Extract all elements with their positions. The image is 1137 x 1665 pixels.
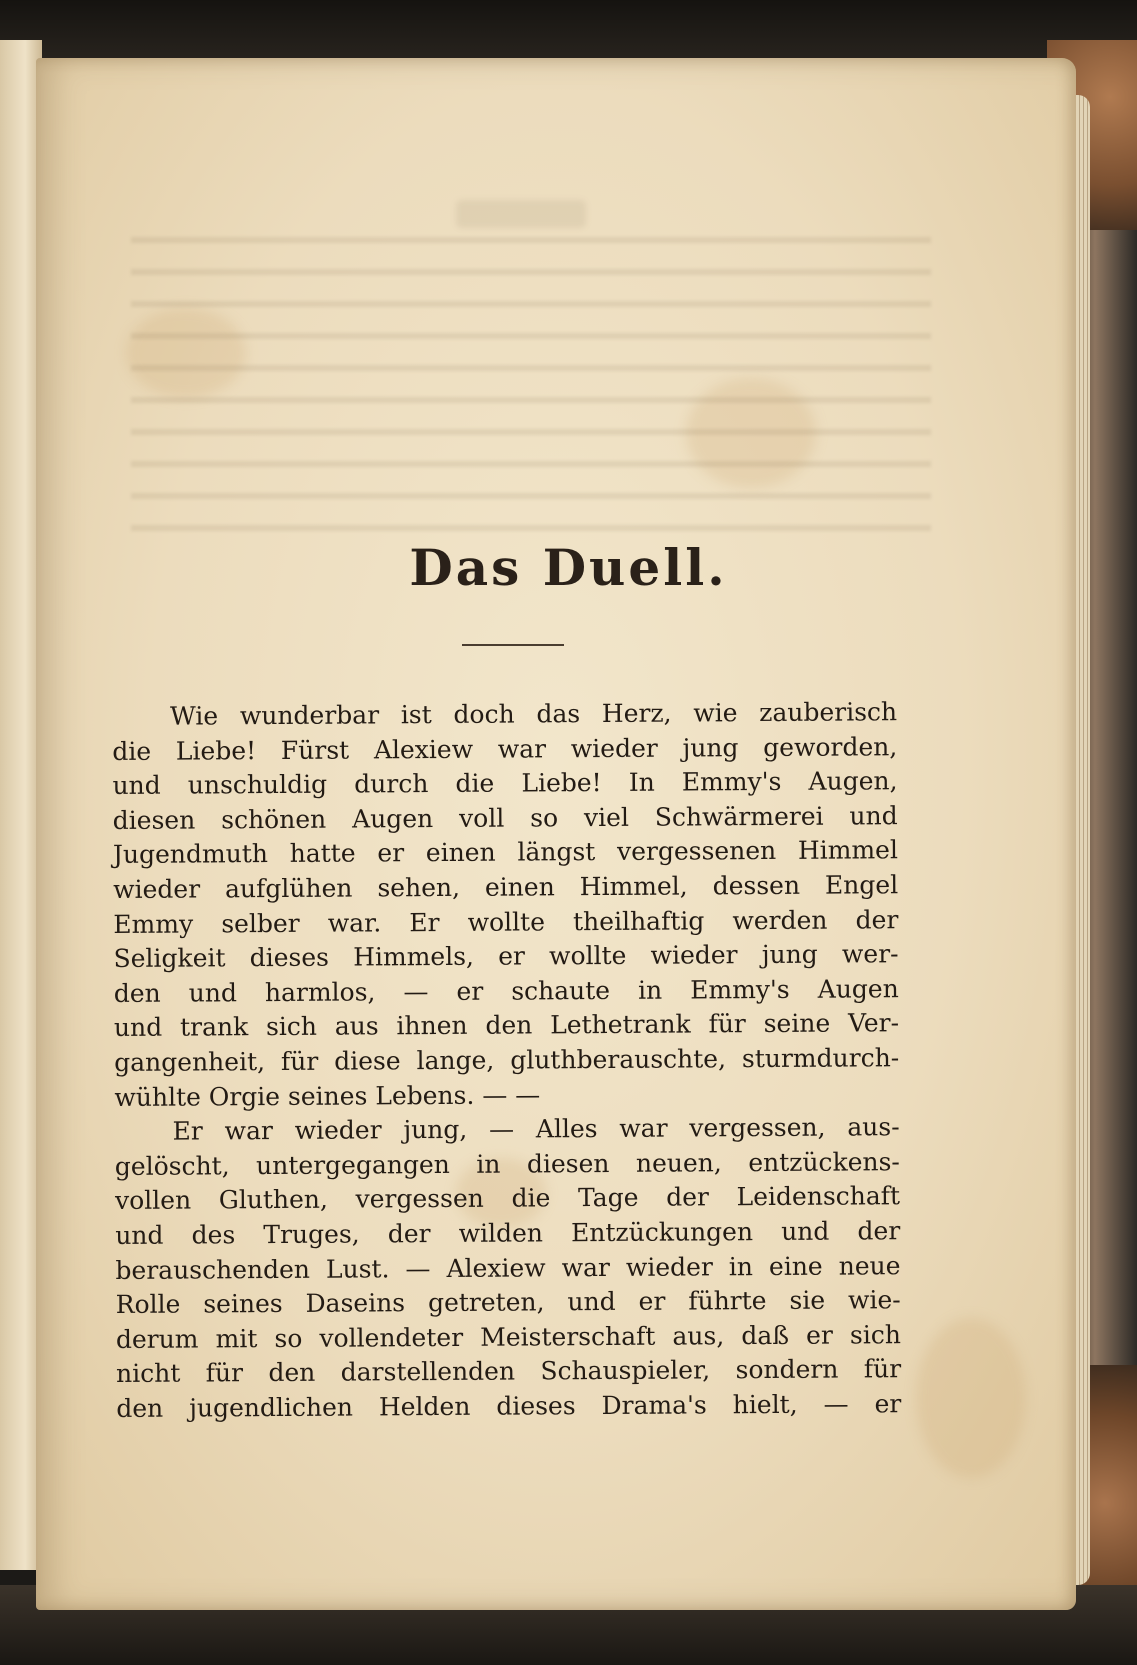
- text-line: Rolle seines Daseins getreten, und er führte sie wie-: [115, 1285, 901, 1320]
- text-line: und unschuldig durch die Liebe! In Emmy's Augen,: [112, 766, 898, 801]
- body-text: [112, 695, 901, 1426]
- title-divider: [462, 644, 564, 646]
- chapter-title: Das Duell.: [409, 538, 728, 597]
- text-line: vollen Gluthen, vergessen die Tage der Leidenschaft: [114, 1181, 901, 1216]
- text-line: wühlte Orgie seines Lebens. — —: [114, 1079, 541, 1112]
- text-line: wieder aufglühen sehen, einen Himmel, dessen Engel: [113, 870, 899, 904]
- paper-stain: [916, 1318, 1026, 1478]
- text-line: derum mit so vollendeter Meisterschaft aus, daß er sich: [115, 1319, 901, 1354]
- text-line: gelöscht, untergegangen in diesen neuen, entzückens-: [114, 1146, 900, 1181]
- text-line: Emmy selber war. Er wollte theilhaftig werden der: [113, 904, 899, 939]
- text-line: Er war wieder jung, — Alles war vergessen, aus-: [172, 1112, 900, 1146]
- text-line: und des Truges, der wilden Entzückungen und der: [115, 1216, 901, 1250]
- bleed-through-page-number: [456, 200, 586, 228]
- bleed-through-text: [131, 213, 931, 533]
- text-line: Seligkeit dieses Himmels, er wollte wieder jung wer-: [113, 939, 899, 974]
- text-line: und trank sich aus ihnen den Lethetrank für seine Ver-: [113, 1008, 900, 1043]
- text-line: berauschenden Lust. — Alexiew war wieder in eine neue: [115, 1250, 901, 1285]
- text-line: nicht für den darstellenden Schauspieler, sondern für: [116, 1354, 902, 1389]
- text-line: diesen schönen Augen voll so viel Schwärmerei und: [112, 800, 898, 835]
- text-line: den und harmlos, — er schaute in Emmy's Augen: [113, 973, 899, 1008]
- text-line: Wie wunderbar ist doch das Herz, wie zauberisch: [170, 697, 898, 731]
- text-line: den jugendlichen Helden dieses Drama's hielt, — er: [116, 1389, 902, 1423]
- text-line: Jugendmuth hatte er einen längst vergessenen Himmel: [112, 835, 899, 870]
- text-line: gangenheit, für diese lange, gluthberauschte, sturmdurch-: [114, 1043, 900, 1077]
- text-line: die Liebe! Fürst Alexiew war wieder jung geworden,: [112, 731, 898, 766]
